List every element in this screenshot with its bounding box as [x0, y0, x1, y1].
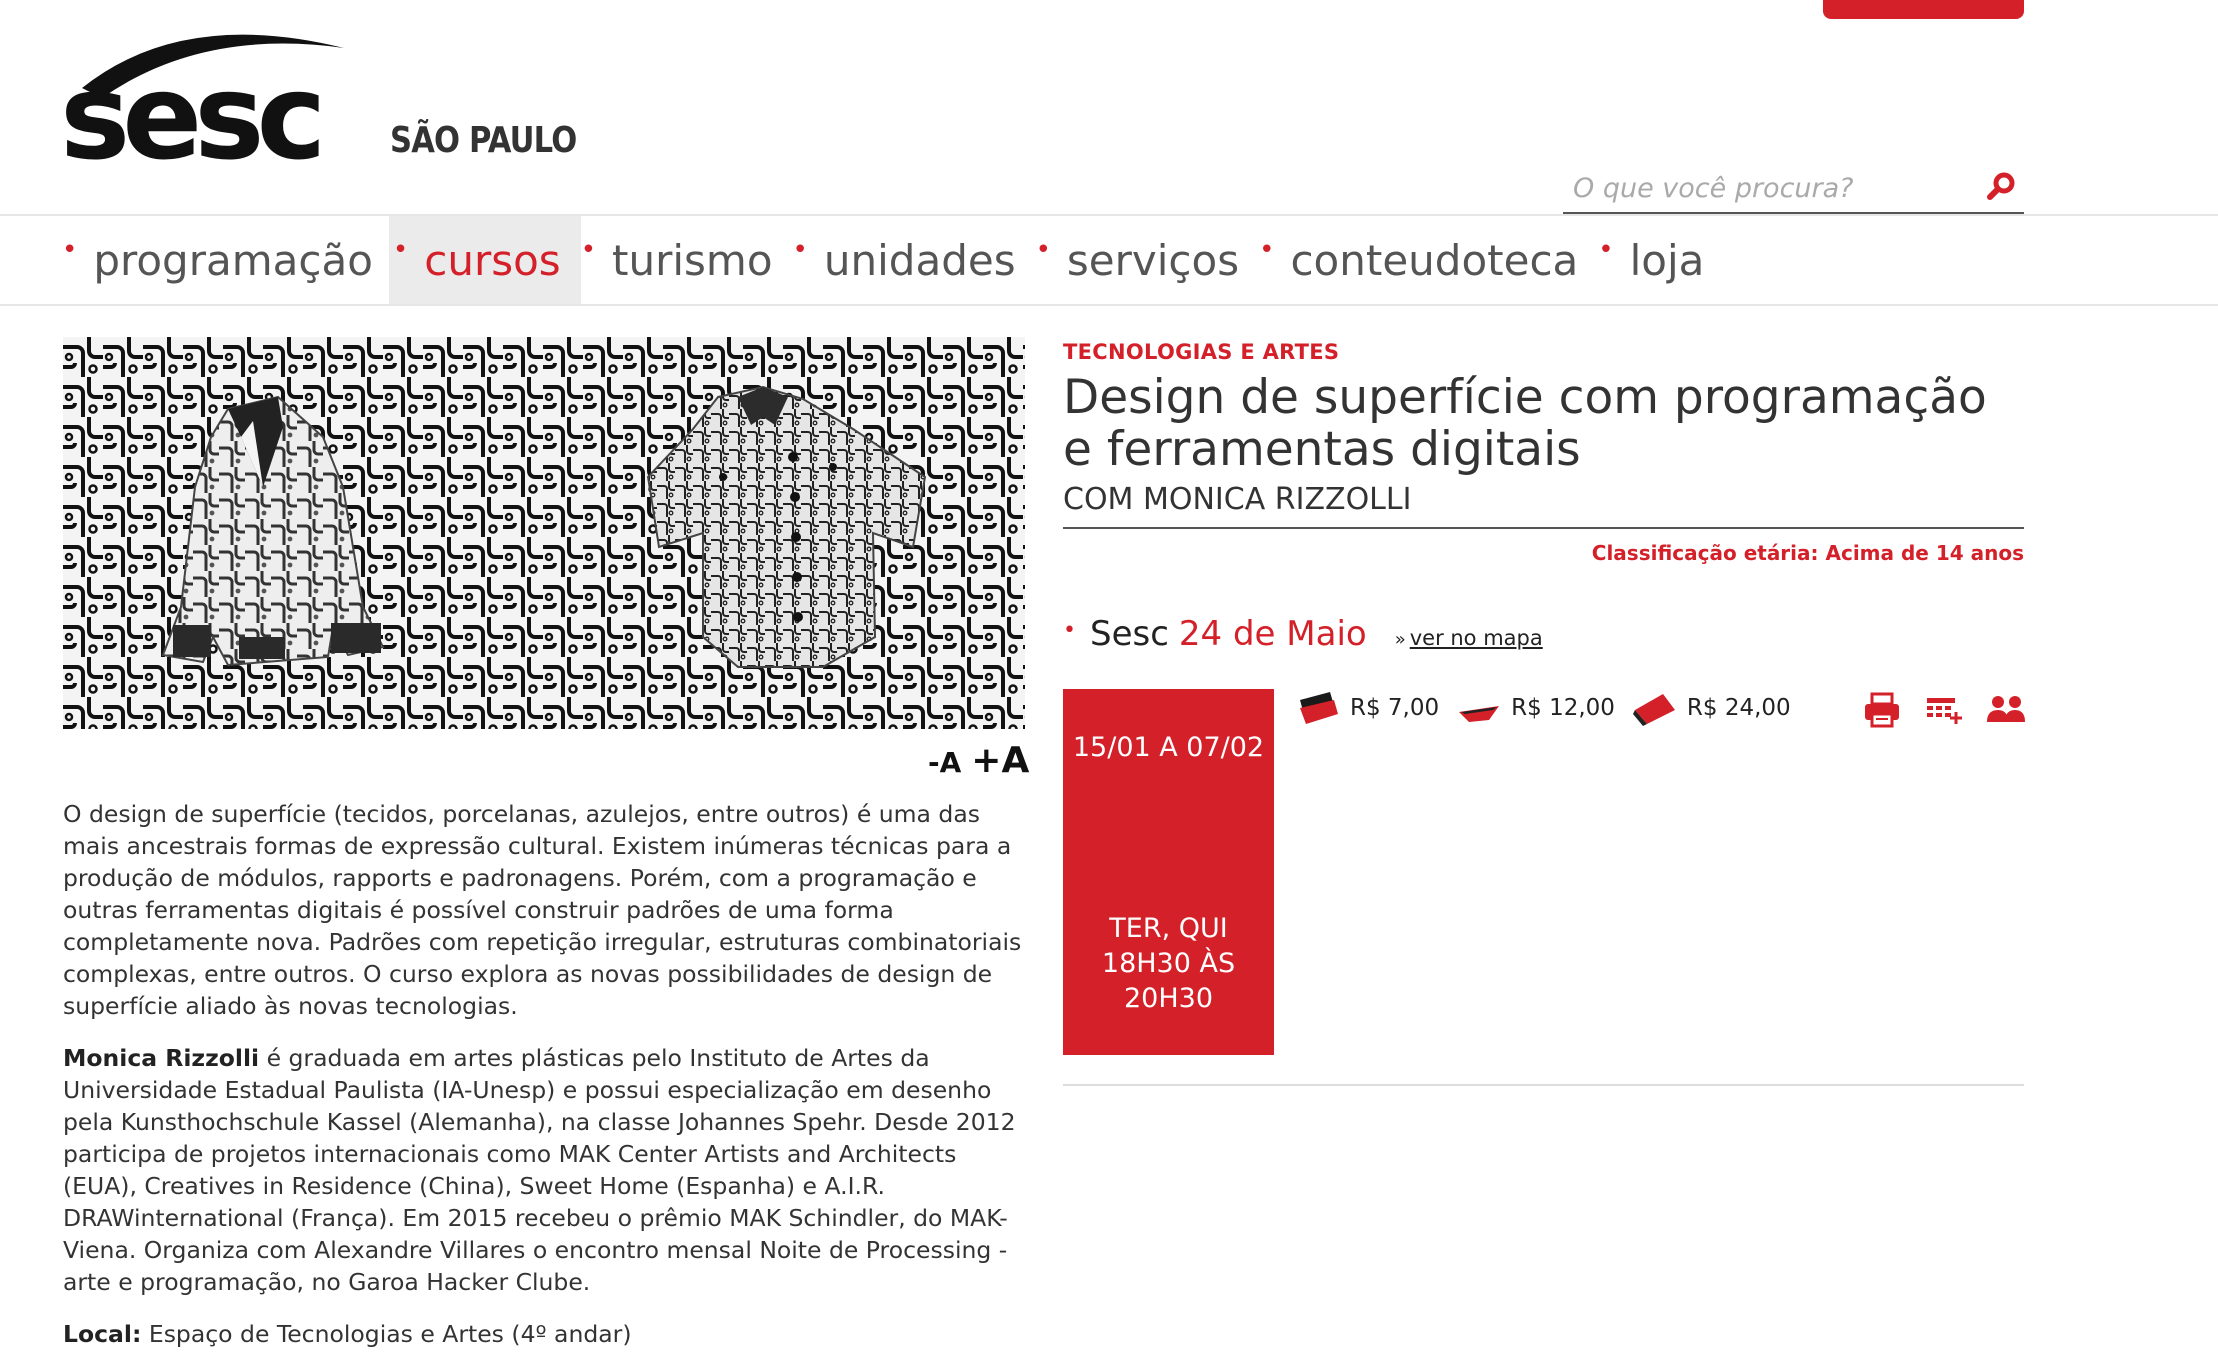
nav-item-programacao[interactable]	[62, 216, 393, 304]
price-item	[1633, 690, 1791, 726]
price-list	[1296, 690, 1809, 726]
price-item	[1296, 690, 1439, 726]
nav-item-label: programação	[93, 235, 373, 285]
location	[63, 1318, 1025, 1350]
instructor-bio	[63, 1042, 1025, 1298]
nav-item-label: conteudoteca	[1290, 235, 1579, 285]
nav-item-servicos[interactable]	[1036, 216, 1260, 304]
unit-name-link[interactable]: 24 de Maio	[1178, 614, 1367, 654]
unit-bullet: •	[1063, 618, 1076, 643]
nav-item-label: loja	[1629, 235, 1705, 285]
course-title: Design de superfície com programação e ferramentas digitais	[1063, 370, 1987, 477]
unit-prefix: Sesc	[1089, 614, 1169, 654]
logo-subtitle: SÃO PAULO	[390, 120, 577, 161]
share-with-friends-button[interactable]	[1986, 690, 2026, 730]
nav-item-cursos[interactable]	[389, 216, 581, 304]
location-label: Local:	[63, 1320, 142, 1348]
location-text: Espaço de Tecnologias e Artes (4º andar)	[141, 1320, 632, 1348]
nav-item-label: cursos	[424, 235, 561, 285]
price-value: R$ 24,00	[1686, 695, 1791, 721]
font-size-controls	[928, 740, 1029, 781]
title-divider	[1063, 527, 2024, 529]
main-nav	[0, 214, 2218, 306]
logo-text: sesc	[60, 48, 319, 186]
search-bar	[1563, 160, 2024, 214]
bio-name: Monica Rizzolli	[63, 1044, 260, 1072]
nav-bullet: •	[1259, 235, 1275, 265]
nav-item-label: serviços	[1066, 235, 1240, 285]
bio-text: é graduada em artes plásticas pelo Instituto de Artes da Universidade Estadual Paulista (IA-Unesp) e possui especialização em desenho pela Kunsthochschule Kassel (Alemanha), na classe Johannes Spehr. Desde 2012 participa de projetos internacionais como MAK Center Artists and Architects (EUA), Creatives in Residence (China), Sweet Home (Espanha) e A.I.R. DRAWinternational (França). Em 2015 recebeu o prêmio MAK Schindler, do MAK-Viena. Organiza com Alexandre Villares o encontro mensal Noite de Processing - arte e programação, no Garoa Hacker Clube.	[63, 1044, 1016, 1296]
course-category[interactable]: TECNOLOGIAS E ARTES	[1063, 340, 1340, 364]
map-link-label: ver no mapa	[1409, 626, 1543, 650]
people-icon	[1986, 690, 2026, 730]
increase-font-button[interactable]: +A	[971, 740, 1030, 781]
ticket-icon	[1296, 690, 1340, 726]
course-instructor: COM MONICA RIZZOLLI	[1063, 482, 1412, 517]
nav-bullet: •	[1035, 235, 1051, 265]
top-red-tab[interactable]	[1823, 0, 2024, 19]
action-icons	[1862, 690, 2026, 730]
site-header	[0, 0, 2218, 214]
nav-item-label: unidades	[823, 235, 1016, 285]
nav-item-unidades[interactable]	[793, 216, 1036, 304]
print-button[interactable]	[1862, 690, 1902, 730]
nav-bullet: •	[792, 235, 808, 265]
nav-item-conteudoteca[interactable]	[1259, 216, 1598, 304]
map-link[interactable]	[1395, 626, 1543, 650]
price-value: R$ 7,00	[1350, 695, 1440, 721]
section-divider	[1063, 1084, 2024, 1086]
print-icon	[1862, 690, 1902, 730]
double-chevron-icon: »	[1394, 629, 1406, 650]
nav-bullet: •	[1598, 235, 1614, 265]
search-button[interactable]	[1984, 170, 2018, 204]
age-rating: Classificação etária: Acima de 14 anos	[1591, 541, 2024, 565]
ticket-icon	[1633, 690, 1677, 726]
description-paragraph: O design de superfície (tecidos, porcelanas, azulejos, entre outros) é uma das mais ancestrais formas de expressão cultural. Existem inúmeras técnicas para a produção de módulos, rapports e padronagens. Porém, com a programação e outras ferramentas digitais é possível construir padrões de uma forma completamente nova. Padrões com repetição irregular, estruturas combinatoriais complexas, entre outros. O curso explora as novas possibilidades de design de superfície aliado às novas tecnologias.	[63, 800, 1022, 1020]
nav-bullet: •	[62, 235, 78, 265]
nav-item-turismo[interactable]	[581, 216, 793, 304]
course-hero-image	[63, 337, 1025, 729]
nav-bullet: •	[392, 235, 409, 265]
nav-bullet: •	[580, 235, 597, 265]
decrease-font-button[interactable]: -A	[928, 746, 962, 779]
price-item	[1457, 690, 1615, 726]
search-icon	[1984, 170, 2018, 204]
schedule-time: 18H30 ÀS 20H30	[1101, 948, 1236, 1014]
schedule-days: TER, QUI	[1109, 913, 1228, 944]
search-input[interactable]	[1573, 168, 1963, 208]
nav-item-label: turismo	[612, 235, 773, 285]
add-to-calendar-button[interactable]	[1924, 690, 1964, 730]
unit-location-row	[1063, 614, 1543, 654]
course-description	[63, 798, 1025, 1370]
date-schedule-box	[1063, 689, 1274, 1055]
sesc-logo[interactable]	[60, 18, 352, 186]
ticket-icon	[1457, 690, 1501, 726]
nav-item-loja[interactable]	[1598, 216, 1724, 304]
price-value: R$ 12,00	[1511, 695, 1615, 721]
date-range: 15/01 A 07/02	[1072, 732, 1265, 763]
class-schedule	[1063, 911, 1274, 1016]
calendar-add-icon	[1924, 690, 1964, 730]
